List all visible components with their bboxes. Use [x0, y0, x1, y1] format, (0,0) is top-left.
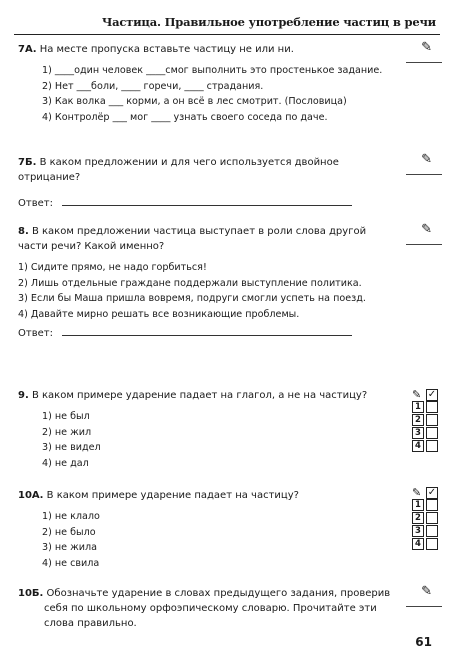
question-10a [18, 488, 398, 571]
check-icon: ✓ [427, 388, 437, 400]
question-7a [18, 42, 398, 125]
checkbox[interactable] [426, 525, 438, 537]
question-number: 10А. [18, 490, 44, 501]
check-icon: ✓ [427, 486, 437, 498]
answer-margin-line[interactable] [406, 606, 442, 607]
option-4[interactable]: 4) Контролёр ___ мог ____ узнать своего соседа по даче. [42, 111, 328, 123]
pencil-icon: ✎ [421, 152, 432, 167]
question-10b [18, 586, 398, 631]
question-number: 10Б. [18, 588, 44, 599]
checkbox-number: 2 [412, 414, 424, 426]
question-text: Обозначьте ударение в словах предыдущего задания, проверив себя по школьному орфоэпическому словарю. Прочитайте эти слова правильно. [44, 588, 391, 629]
question-7b [18, 155, 398, 211]
option-3[interactable]: 3) Как волка ___ корми, а он всё в лес смотрит. (Пословица) [42, 96, 347, 107]
option-4[interactable]: 4) не дал [42, 457, 89, 469]
answer-line[interactable] [62, 325, 352, 336]
checkbox-number: 3 [412, 427, 424, 439]
option-2[interactable]: 2) Лишь отдельные граждане поддержали выступление политика. [18, 277, 362, 289]
answer-label: Ответ: [18, 328, 53, 339]
checkbox[interactable] [426, 499, 438, 511]
question-text: В каком предложении и для чего используется двойное отрицание? [18, 157, 339, 183]
option-3[interactable]: 3) не видел [42, 442, 101, 453]
page-number: 61 [415, 635, 432, 649]
pencil-icon: ✎ [421, 584, 432, 599]
pencil-icon: ✎ [412, 486, 422, 499]
question-text: В каком примере ударение падает на частицу? [46, 490, 299, 501]
pencil-icon: ✎ [421, 222, 432, 237]
answer-label: Ответ: [18, 198, 53, 209]
header-rule [14, 34, 440, 35]
pencil-icon: ✎ [421, 40, 432, 55]
checkbox-number: 3 [412, 525, 424, 537]
question-number: 7Б. [18, 157, 37, 168]
answer-checkboxes [412, 388, 438, 453]
question-9 [18, 388, 398, 471]
option-1[interactable]: 1) не был [42, 411, 90, 422]
option-1[interactable]: 1) Сидите прямо, не надо горбиться! [18, 262, 207, 273]
option-2[interactable]: 2) не было [42, 526, 96, 538]
option-3[interactable]: 3) Если бы Маша пришла вовремя, подруги смогли успеть на поезд. [18, 293, 366, 304]
checkbox[interactable] [426, 440, 438, 452]
answer-margin-line[interactable] [406, 62, 442, 63]
answer-margin-line[interactable] [406, 174, 442, 175]
question-text: В каком предложении частица выступает в роли слова другой части речи? Какой именно? [18, 226, 367, 252]
page-header: Частица. Правильное употребление частиц в речи [101, 15, 436, 29]
question-number: 9. [18, 390, 29, 401]
option-2[interactable]: 2) не жил [42, 426, 92, 438]
checkbox[interactable] [426, 512, 438, 524]
checkbox-number: 1 [412, 499, 424, 511]
question-8 [18, 224, 398, 341]
answer-checkboxes [412, 486, 438, 551]
option-4[interactable]: 4) не свила [42, 557, 100, 569]
checkbox[interactable] [426, 401, 438, 413]
answer-line[interactable] [62, 195, 352, 206]
option-1[interactable]: 1) ____один человек ____смог выполнить это простенькое задание. [42, 65, 383, 76]
checkbox[interactable] [426, 427, 438, 439]
checkbox-number: 4 [412, 538, 424, 550]
option-1[interactable]: 1) не клало [42, 511, 100, 522]
question-number: 7А. [18, 44, 37, 55]
option-4[interactable]: 4) Давайте мирно решать все возникающие проблемы. [18, 308, 300, 320]
pencil-icon: ✎ [412, 388, 422, 401]
option-3[interactable]: 3) не жила [42, 542, 98, 553]
checkbox[interactable] [426, 538, 438, 550]
answer-margin-line[interactable] [406, 244, 442, 245]
question-number: 8. [18, 226, 29, 237]
checkbox[interactable] [426, 414, 438, 426]
checkbox-number: 2 [412, 512, 424, 524]
checkbox-number: 4 [412, 440, 424, 452]
checkbox-number: 1 [412, 401, 424, 413]
question-text: На месте пропуска вставьте частицу не или ни. [39, 44, 294, 55]
option-2[interactable]: 2) Нет ___боли, ____ горечи, ____ страдания. [42, 80, 264, 92]
question-text: В каком примере ударение падает на глагол, а не на частицу? [31, 390, 368, 401]
